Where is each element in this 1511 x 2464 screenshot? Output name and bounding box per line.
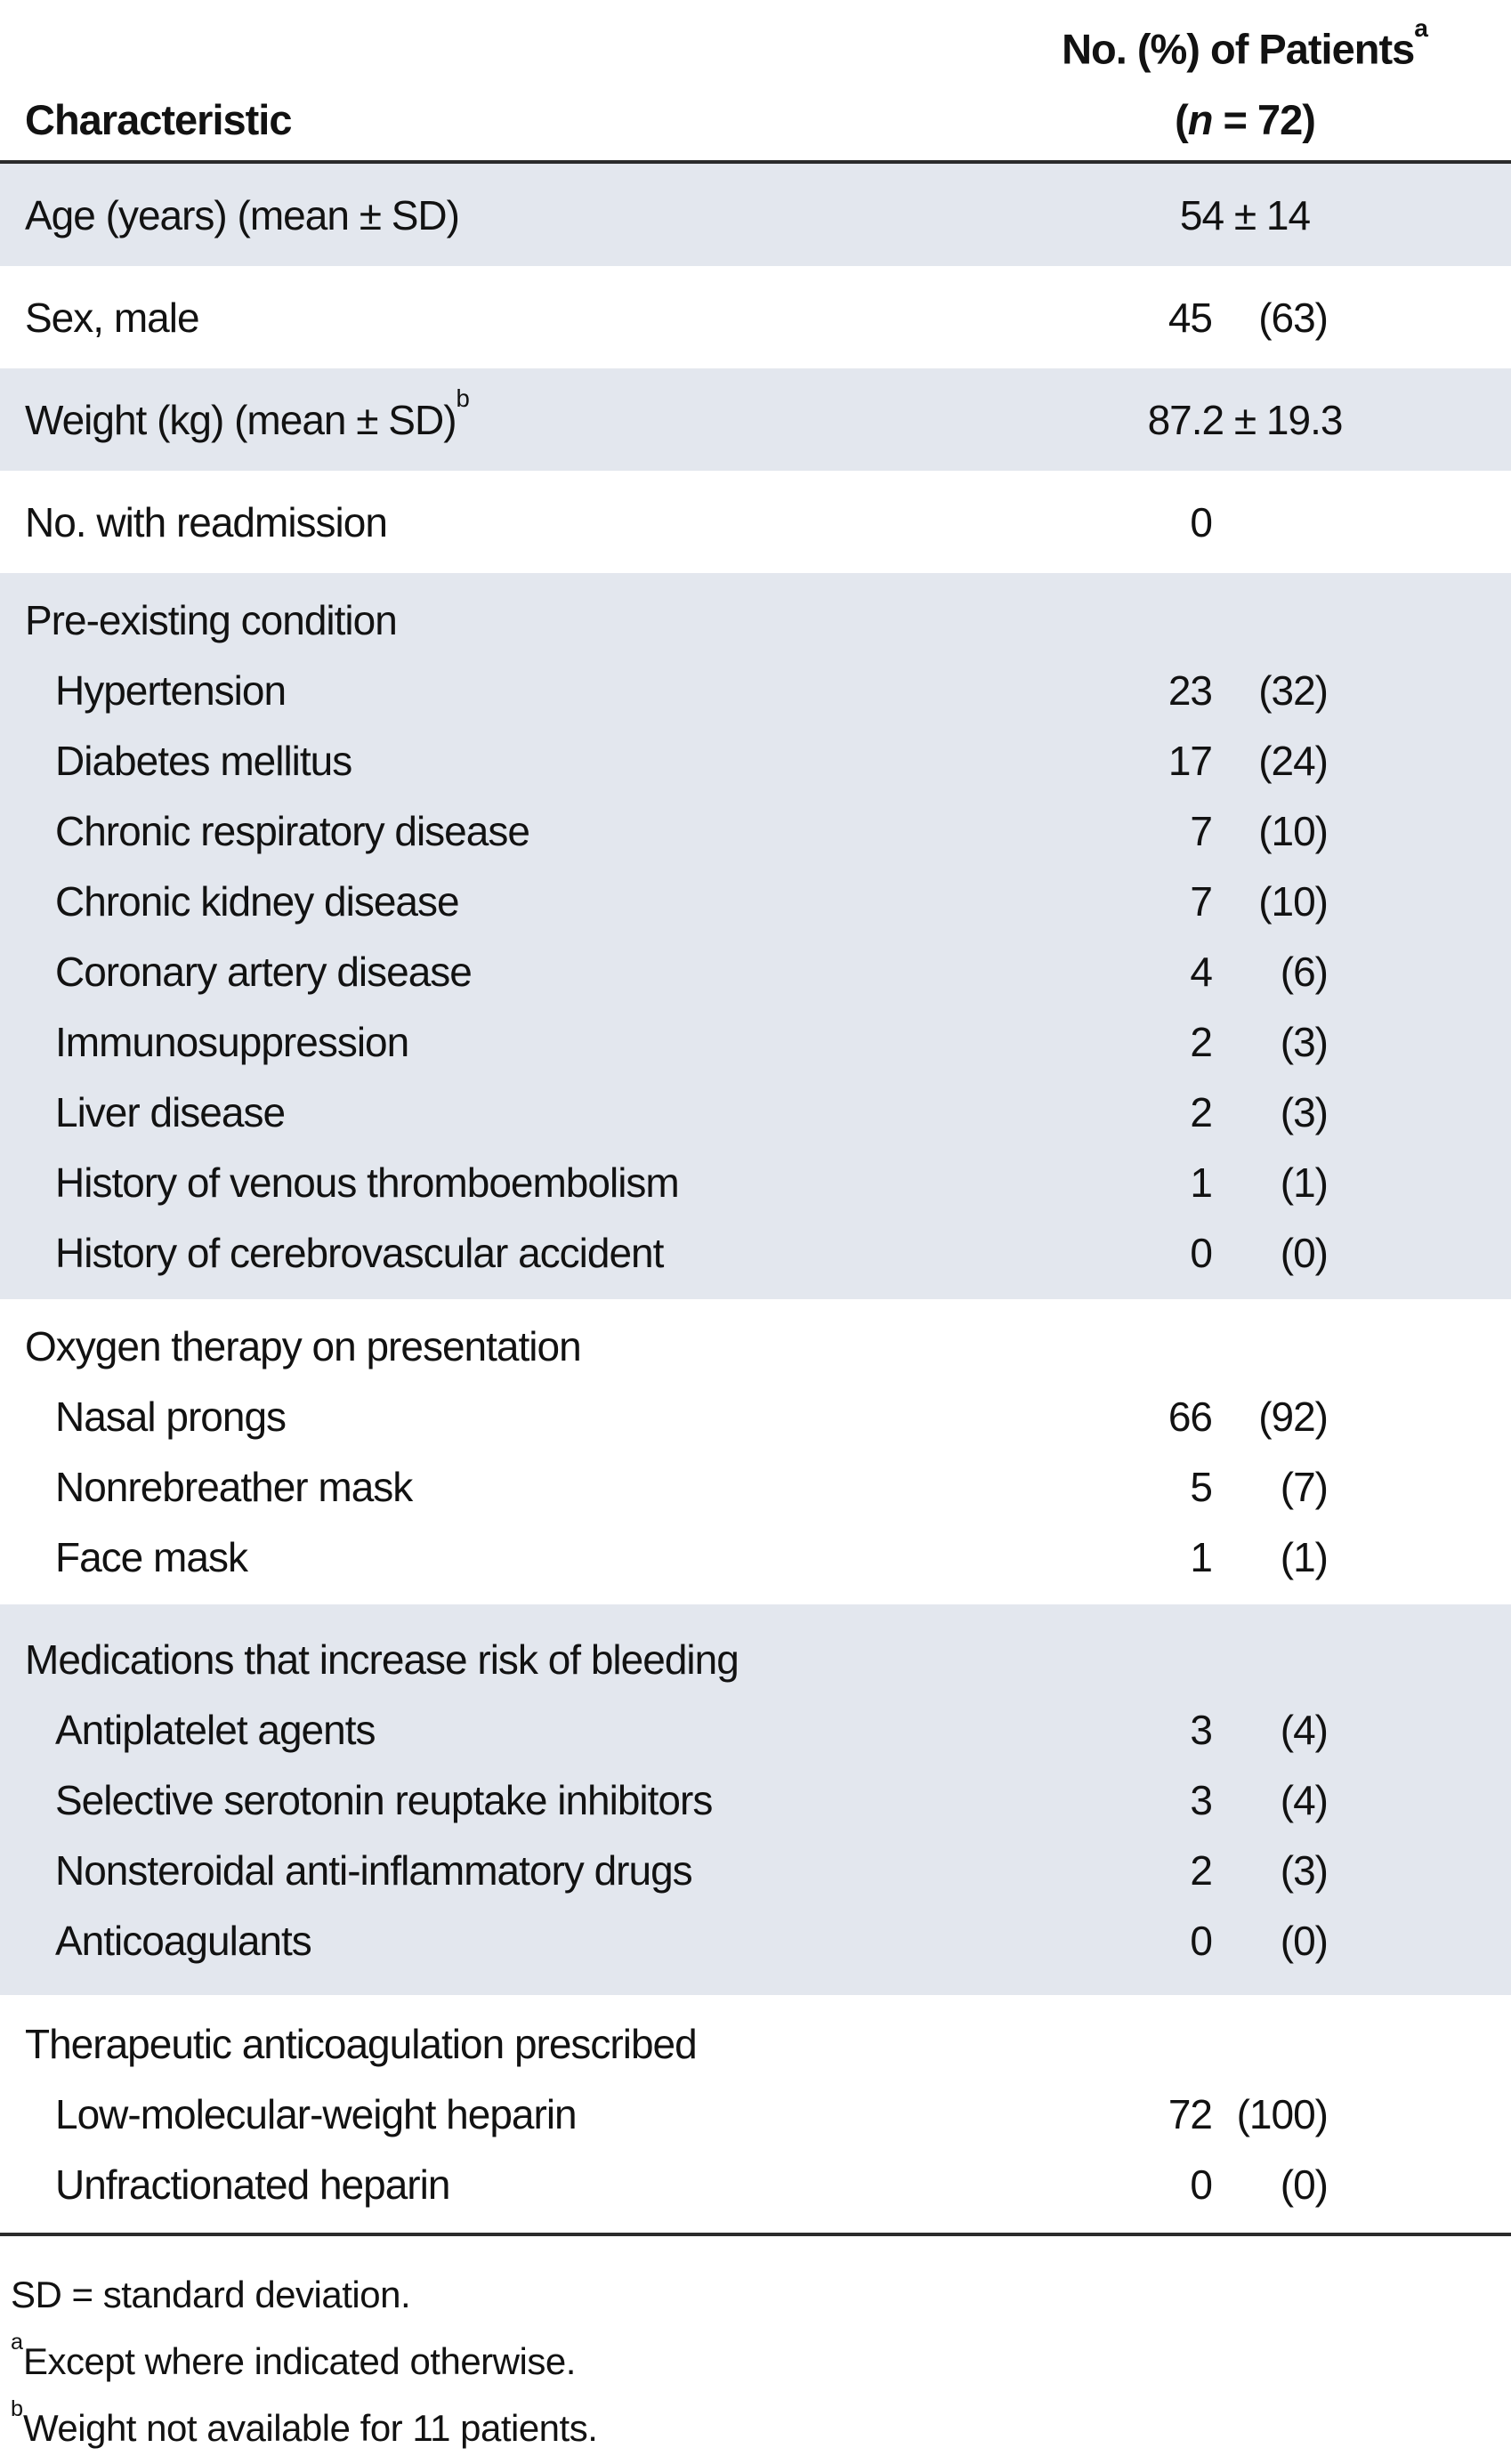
footnote-text: Weight not available for 11 patients. bbox=[23, 2407, 598, 2449]
row-count-value: 3 bbox=[1190, 1776, 1212, 1823]
row-percent-value: (1) bbox=[1280, 1159, 1328, 1206]
row-count-value: 1 bbox=[1190, 1533, 1212, 1580]
row-percent-value: (6) bbox=[1280, 948, 1328, 995]
table-row bbox=[0, 164, 1511, 266]
table-section bbox=[0, 368, 1511, 471]
table-row bbox=[0, 2079, 1511, 2149]
table-row bbox=[0, 1311, 1511, 1381]
row-count-value: 72 bbox=[1168, 2090, 1212, 2137]
table-row bbox=[0, 1522, 1511, 1592]
table-row bbox=[0, 1835, 1511, 1905]
row-percent-value: (32) bbox=[1258, 666, 1328, 714]
column-header-characteristic: Characteristic bbox=[25, 96, 292, 143]
table-row bbox=[0, 1006, 1511, 1077]
row-count-value: 4 bbox=[1190, 948, 1212, 995]
row-count-value: 3 bbox=[1190, 1706, 1212, 1753]
row-label: Antiplatelet agents bbox=[55, 1706, 376, 1753]
section-header-label: Pre-existing condition bbox=[25, 596, 397, 643]
row-percent-value: (24) bbox=[1258, 737, 1328, 784]
row-percent-value: (0) bbox=[1280, 1917, 1328, 1964]
row-count-value: 66 bbox=[1168, 1393, 1212, 1440]
row-count-value: 7 bbox=[1190, 877, 1212, 925]
table-row bbox=[0, 2008, 1511, 2079]
table-row bbox=[0, 1217, 1511, 1288]
row-value: 87.2 ± 19.3 bbox=[1147, 396, 1343, 443]
table-section bbox=[0, 164, 1511, 266]
footnote-marker-a: a bbox=[1414, 12, 1428, 42]
row-label: Immunosuppression bbox=[55, 1018, 409, 1065]
n-symbol: n bbox=[1187, 96, 1213, 144]
footnote-text: SD = standard deviation. bbox=[11, 2274, 411, 2315]
table-row bbox=[0, 866, 1511, 936]
section-header-label: Therapeutic anticoagulation prescribed bbox=[25, 2020, 697, 2067]
footnote-b bbox=[11, 2391, 1511, 2458]
row-count-value: 45 bbox=[1168, 294, 1212, 341]
row-percent-value: (0) bbox=[1280, 2161, 1328, 2208]
paren-open: ( bbox=[1175, 96, 1188, 144]
row-percent-value: (4) bbox=[1280, 1706, 1328, 1753]
table-row bbox=[0, 1381, 1511, 1451]
footnote-sup: b bbox=[11, 2396, 24, 2422]
table-row bbox=[0, 585, 1511, 655]
section-header-label: Oxygen therapy on presentation bbox=[25, 1322, 581, 1369]
footnotes bbox=[0, 2236, 1511, 2458]
table-row bbox=[0, 1077, 1511, 1147]
row-count-value: 5 bbox=[1190, 1463, 1212, 1510]
row-percent-value: (3) bbox=[1280, 1088, 1328, 1135]
row-count-value: 0 bbox=[1190, 1917, 1212, 1964]
row-percent-value: (0) bbox=[1280, 1229, 1328, 1276]
column-header-patients bbox=[979, 0, 1511, 160]
table-row bbox=[0, 725, 1511, 796]
row-label: Chronic kidney disease bbox=[55, 877, 459, 925]
n-value: = 72) bbox=[1212, 96, 1315, 144]
row-label: History of cerebrovascular accident bbox=[55, 1229, 664, 1276]
row-percent-value: (92) bbox=[1258, 1393, 1328, 1440]
table-section bbox=[0, 1299, 1511, 1604]
row-label: Nonsteroidal anti-inflammatory drugs bbox=[55, 1846, 692, 1894]
row-label: Nasal prongs bbox=[55, 1393, 287, 1440]
footnote-sup: a bbox=[11, 2330, 24, 2355]
row-count-value: 2 bbox=[1190, 1018, 1212, 1065]
table-row bbox=[0, 368, 1511, 471]
row-label: Diabetes mellitus bbox=[55, 737, 352, 784]
row-count-value: 1 bbox=[1190, 1159, 1212, 1206]
row-label: Sex, male bbox=[25, 294, 199, 341]
row-count-value: 2 bbox=[1190, 1088, 1212, 1135]
table-row bbox=[0, 1694, 1511, 1765]
table-row bbox=[0, 266, 1511, 368]
row-label: Weight (kg) (mean ± SD)$^b$ bbox=[25, 384, 470, 443]
row-label: Unfractionated heparin bbox=[55, 2161, 450, 2208]
row-count-value: 0 bbox=[1190, 1229, 1212, 1276]
row-count-value: 0 bbox=[1190, 498, 1212, 545]
table-header bbox=[0, 0, 1511, 160]
section-header-label: Medications that increase risk of bleeding bbox=[25, 1636, 739, 1683]
table-row bbox=[0, 1451, 1511, 1522]
table-section bbox=[0, 1995, 1511, 2233]
table-row bbox=[0, 796, 1511, 866]
row-percent-value: (4) bbox=[1280, 1776, 1328, 1823]
table-row bbox=[0, 1624, 1511, 1694]
table-row bbox=[0, 655, 1511, 725]
table-row bbox=[0, 471, 1511, 573]
table-row bbox=[0, 1905, 1511, 1975]
table-row bbox=[0, 2149, 1511, 2219]
row-percent-value: (100) bbox=[1236, 2090, 1328, 2137]
row-count-value: 17 bbox=[1168, 737, 1212, 784]
row-percent-value: (3) bbox=[1280, 1846, 1328, 1894]
row-label: Coronary artery disease bbox=[55, 948, 472, 995]
patients-header-text: No. (%) of Patients bbox=[1062, 25, 1415, 73]
row-percent-value: (1) bbox=[1280, 1533, 1328, 1580]
row-label: Age (years) (mean ± SD) bbox=[25, 191, 459, 238]
table-section bbox=[0, 471, 1511, 573]
table-section bbox=[0, 266, 1511, 368]
row-label: Liver disease bbox=[55, 1088, 286, 1135]
row-percent-value: (7) bbox=[1280, 1463, 1328, 1510]
row-label: Face mask bbox=[55, 1533, 247, 1580]
column-header-patients-line2 bbox=[979, 85, 1511, 156]
table-section bbox=[0, 1604, 1511, 1995]
table-section bbox=[0, 573, 1511, 1299]
row-value: 54 ± 14 bbox=[1179, 191, 1311, 238]
row-count-value: 7 bbox=[1190, 807, 1212, 854]
row-count-value: 23 bbox=[1168, 666, 1212, 714]
row-percent-value: (10) bbox=[1258, 807, 1328, 854]
footnote-a bbox=[11, 2324, 1511, 2391]
row-percent-value: (3) bbox=[1280, 1018, 1328, 1065]
row-label: History of venous thromboembolism bbox=[55, 1159, 679, 1206]
footnote-marker-b: b bbox=[456, 384, 470, 413]
row-label: No. with readmission bbox=[25, 498, 387, 545]
row-label: Nonrebreather mask bbox=[55, 1463, 413, 1510]
row-label: Chronic respiratory disease bbox=[55, 807, 529, 854]
table-body bbox=[0, 164, 1511, 2233]
footnote-text: Except where indicated otherwise. bbox=[23, 2340, 576, 2382]
row-label: Low-molecular-weight heparin bbox=[55, 2090, 577, 2137]
footnote-sd bbox=[11, 2258, 1511, 2324]
table-row bbox=[0, 1765, 1511, 1835]
table-row bbox=[0, 936, 1511, 1006]
row-count-value: 0 bbox=[1190, 2161, 1212, 2208]
row-count-value: 2 bbox=[1190, 1846, 1212, 1894]
table-row bbox=[0, 1147, 1511, 1217]
row-label: Hypertension bbox=[55, 666, 287, 714]
column-header-patients-line1 bbox=[979, 4, 1511, 85]
row-label: Anticoagulants bbox=[55, 1917, 311, 1964]
row-label: Selective serotonin reuptake inhibitors bbox=[55, 1776, 713, 1823]
row-percent-value: (10) bbox=[1258, 877, 1328, 925]
row-percent-value: (63) bbox=[1258, 294, 1328, 341]
